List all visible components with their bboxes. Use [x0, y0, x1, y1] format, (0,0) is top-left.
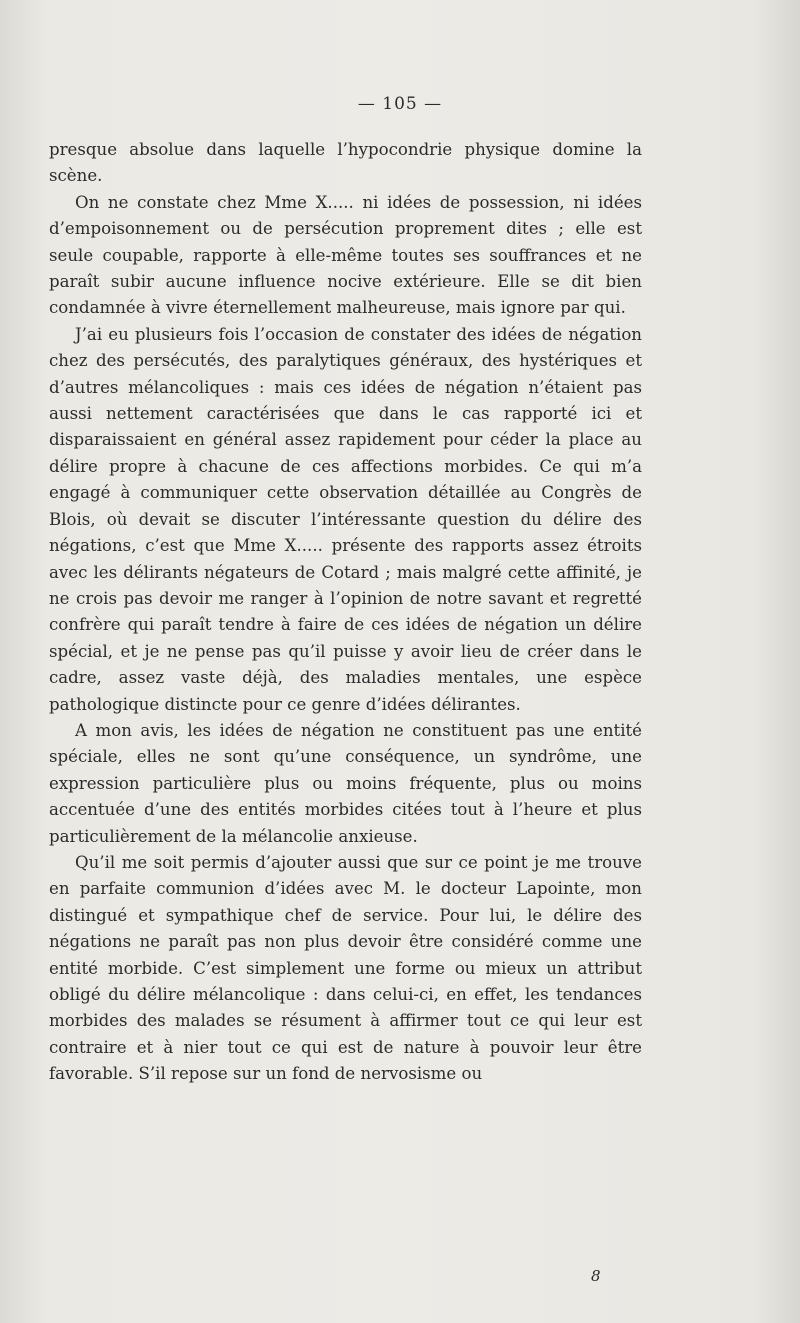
paragraph-continuation: presque absolue dans laquelle l’hypocondrie physique domine la scène.: [49, 140, 642, 186]
paragraph-lapointe: Qu’il me soit permis d’ajouter aussi que sur ce point je me trouve en parfaite communion d’idées avec M. le docteur Lapointe, mon distingué et sympathique chef de service. Pour lui, le délire des négations ne paraît pas non plus devoir être considéré comme une entité morbide. C’est simplement une forme ou mieux un attribut obligé du délire mélancolique : dans celui-ci, en effet, les tendances morbides des malades se résument à affirmer tout ce qui leur est contraire et à nier tout ce qui est de nature à pouvoir leur être favorable. S’il repose sur un fond de nervosisme ou: [49, 852, 642, 1084]
page-number: — 105 —: [357, 94, 443, 114]
paragraph-negation-ideas: J’ai eu plusieurs fois l’occasion de constater des idées de négation chez des persécutés, des paralytiques généraux, des hystériques et d’autres mélancoliques : mais ces idées de négation n’étaient pas aussi nettement caractérisées que dans le cas rapporté ici et disparaissaient en général assez rapidement pour céder la place au délire propre à chacune de ces affections morbides. Ce qui m’a engagé à communiquer cette observation détaillée au Congrès de Blois, où devait se discuter l’intéressante question du délire des négations, c’est que Mme X..... présente des rapports assez étroits avec les délirants négateurs de Cotard ; mais malgré cette affinité, je ne crois pas devoir me ranger à l’opinion de notre savant et regretté confrère qui paraît tendre à faire de ces idées de négation un délire spécial, et je ne pense pas qu’il puisse y avoir lieu de créer dans le cadre, assez vaste déjà, des maladies mentales, une espèce pathologique distincte pour ce genre d’idées délirantes.: [49, 324, 642, 714]
body-text: [49, 137, 642, 1088]
paragraph-author-opinion: A mon avis, les idées de négation ne constituent pas une entité spéciale, elles ne sont qu’une conséquence, un syndrôme, une expression particulière plus ou moins fréquente, plus ou moins accentuée d’une des entités morbides citées tout à l’heure et plus particulièrement de la mélancolie anxieuse.: [49, 720, 642, 846]
signature-mark: 8: [591, 1267, 601, 1285]
paragraph-patient-observation: On ne constate chez Mme X..... ni idées de possession, ni idées d’empoisonnement ou de persécution proprement dites ; elle est seule coupable, rapporte à elle-même toutes ses souffrances et ne paraît subir aucune influence nocive extérieure. Elle se dit bien condamnée à vivre éternellement malheureuse, mais ignore par qui.: [49, 192, 642, 318]
